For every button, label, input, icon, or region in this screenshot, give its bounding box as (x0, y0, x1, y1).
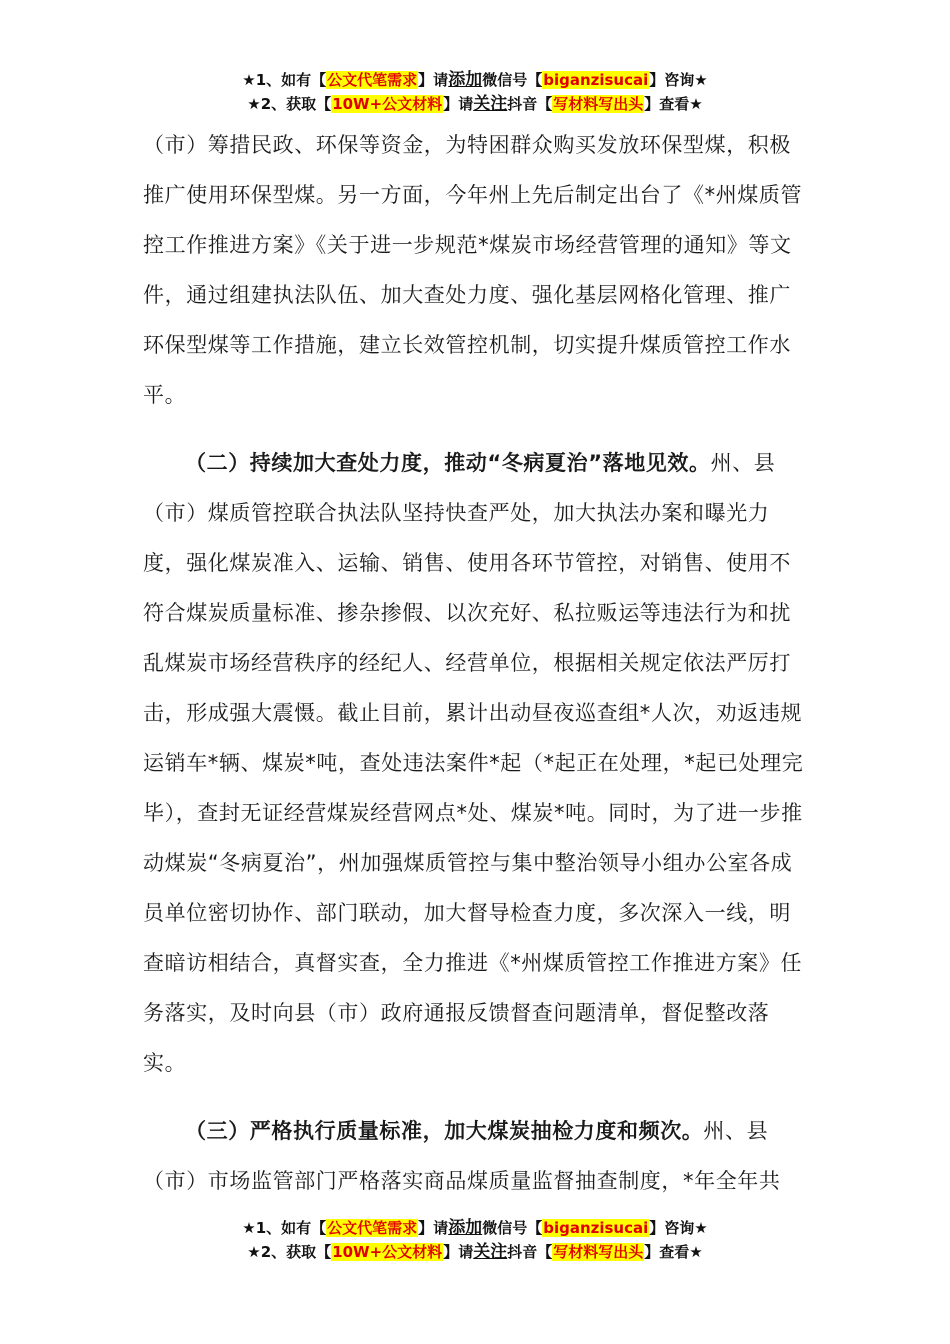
banner-line-2 (0, 92, 950, 116)
banner-text: 】请 (418, 1219, 449, 1237)
banner-text: 】咨询★ (649, 71, 708, 89)
banner-text: 抖音【 (507, 1243, 553, 1261)
banner-text: 】查看★ (644, 95, 703, 113)
header-banner (0, 68, 950, 116)
document-body (143, 120, 811, 1206)
banner-highlight: 写材料写出头 (553, 95, 644, 113)
banner-highlight: 10W+公文材料 (332, 1243, 443, 1261)
paragraph-continued: （市）筹措民政、环保等资金，为特困群众购买发放环保型煤，积极推广使用环保型煤。另一方面，今年州上先后制定出台了《*州煤质管控工作推进方案》《关于进一步规范*煤炭市场经营管理的通知》等文件，通过组建执法队伍、加大查处力度、强化基层网格化管理、推广环保型煤等工作措施，建立长效管控机制，切实提升煤质管控工作水平。 (143, 133, 803, 407)
banner-text: 微信号【 (482, 71, 543, 89)
paragraph-3 (143, 1106, 811, 1206)
banner-line-2 (0, 1240, 950, 1264)
section-heading: （二）持续加大查处力度，推动“冬病夏治”落地见效。 (185, 451, 711, 475)
footer-banner (0, 1216, 950, 1264)
banner-underlined: 添加 (448, 1218, 483, 1238)
banner-text: 】请 (418, 71, 449, 89)
banner-text: ★1、如有【 (242, 71, 327, 89)
paragraph-text: 州、县（市）煤质管控联合执法队坚持快查严处，加大执法办案和曝光力度，强化煤炭准入、运输、销售、使用各环节管控，对销售、使用不符合煤炭质量标准、掺杂掺假、以次充好、私拉贩运等违法行为和扰乱煤炭市场经营秩序的经纪人、经营单位，根据相关规定依法严厉打击，形成强大震慑。截止目前，累计出动昼夜巡查组*人次，劝返违规运销车*辆、煤炭*吨，查处违法案件*起（*起正在处理，*起已处理完毕），查封无证经营煤炭经营网点*处、煤炭*吨。同时，为了进一步推动煤炭“冬病夏治”，州加强煤质管控与集中整治领导小组办公室各成员单位密切协作、部门联动，加大督导检查力度，多次深入一线，明查暗访相结合，真督实查，全力推进《*州煤质管控工作推进方案》任务落实，及时向县（市）政府通报反馈督查问题清单，督促整改落实。 (143, 451, 804, 1075)
banner-line-1 (0, 68, 950, 92)
banner-highlight: biganzisucai (543, 1219, 649, 1237)
banner-text: ★1、如有【 (242, 1219, 327, 1237)
banner-underlined: 添加 (448, 70, 483, 90)
paragraph-text: 州、县（市）市场监管部门严格落实商品煤质量监督抽查制度，*年全年共 (143, 1119, 781, 1193)
banner-text: 抖音【 (507, 95, 553, 113)
paragraph-2 (143, 438, 811, 1088)
banner-highlight: 公文代笔需求 (327, 1219, 418, 1237)
banner-highlight: 写材料写出头 (553, 1243, 644, 1261)
banner-text: 微信号【 (482, 1219, 543, 1237)
banner-highlight: 10W+公文材料 (332, 95, 443, 113)
banner-text: ★2、获取【 (247, 95, 332, 113)
banner-underlined: 关注 (473, 1242, 508, 1262)
banner-highlight: biganzisucai (543, 71, 649, 89)
banner-text: 】请 (443, 95, 474, 113)
banner-text: ★2、获取【 (247, 1243, 332, 1261)
banner-line-1 (0, 1216, 950, 1240)
banner-highlight: 公文代笔需求 (327, 71, 418, 89)
banner-underlined: 关注 (473, 94, 508, 114)
section-heading: （三）严格执行质量标准，加大煤炭抽检力度和频次。 (185, 1119, 704, 1143)
banner-text: 】查看★ (644, 1243, 703, 1261)
banner-text: 】请 (443, 1243, 474, 1261)
banner-text: 】咨询★ (649, 1219, 708, 1237)
